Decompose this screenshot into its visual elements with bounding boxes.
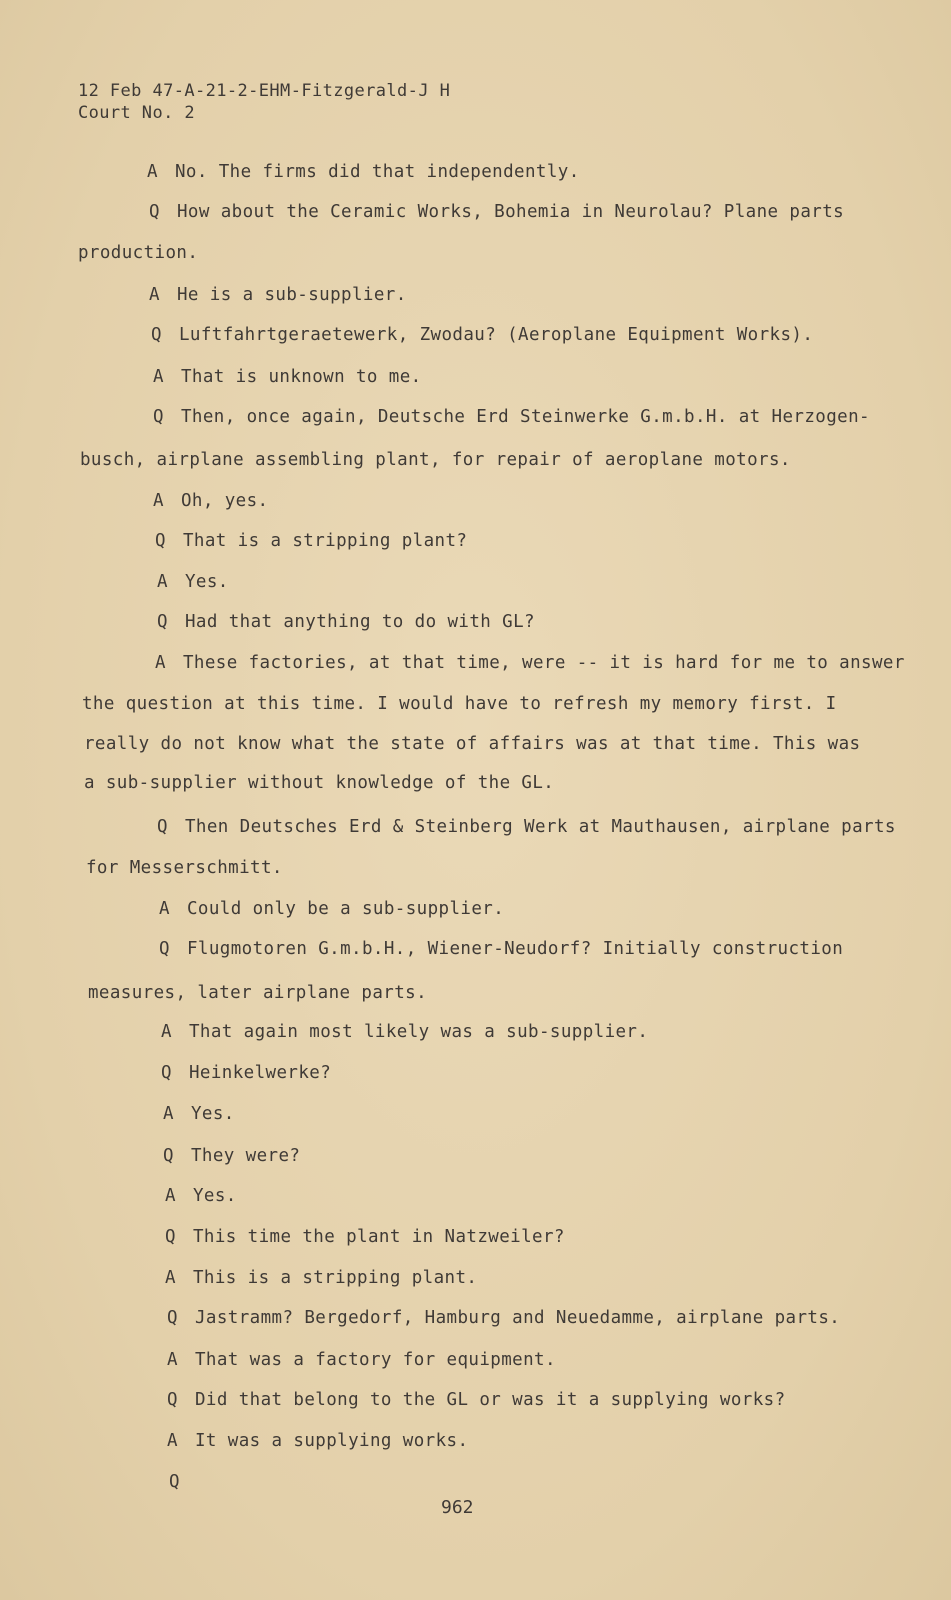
line-text: It was a supplying works. [195,1431,469,1451]
header-line-1: 12 Feb 47-A-21-2-EHM-Fitzgerald-J H [78,81,451,101]
transcript-line [167,1389,786,1411]
speaker-label: Q [163,1146,174,1166]
line-text: Yes. [185,572,229,592]
transcript-line [84,772,554,794]
line-text: Could only be a sub-supplier. [187,899,505,919]
speaker-label: A [149,285,160,305]
transcript-line [155,530,467,552]
speaker-label: A [153,367,164,387]
transcript-line [157,816,896,838]
line-text: Did that belong to the GL or was it a supplying works? [195,1390,786,1410]
line-text: Yes. [193,1186,237,1206]
transcript-line [84,733,860,755]
speaker-label: Q [167,1308,178,1328]
speaker-label: Q [151,325,162,345]
transcript-line [167,1349,556,1371]
transcript-line [161,1021,648,1043]
line-text: measures, later airplane parts. [88,983,428,1003]
transcript-line [82,693,837,715]
transcript-line [159,898,504,920]
transcript-line [157,571,229,593]
transcript-line [147,161,580,183]
speaker-label: Q [169,1472,180,1492]
speaker-label: A [167,1431,178,1451]
line-text: Then Deutsches Erd & Steinberg Werk at Mauthausen, airplane parts [185,817,896,837]
line-text: That is a stripping plant? [183,531,468,551]
speaker-label: Q [149,202,160,222]
speaker-label: A [153,491,164,511]
line-text: Jastramm? Bergedorf, Hamburg and Neuedamme, airplane parts. [195,1308,841,1328]
line-text: busch, airplane assembling plant, for repair of aeroplane motors. [80,450,791,470]
line-text: They were? [191,1146,301,1166]
speaker-label: A [167,1350,178,1370]
speaker-label: Q [159,939,170,959]
speaker-label: Q [153,407,164,427]
line-text: He is a sub-supplier. [177,285,407,305]
line-text: Yes. [191,1104,235,1124]
speaker-label: A [159,899,170,919]
line-text: This is a stripping plant. [193,1268,478,1288]
speaker-label: Q [155,531,166,551]
line-text: really do not know what the state of affairs was at that time. This was [84,734,861,754]
speaker-label: A [155,653,166,673]
line-text: Oh, yes. [181,491,269,511]
line-text: Luftfahrtgeraetewerk, Zwodau? (Aeroplane Equipment Works). [179,325,814,345]
speaker-label: Q [161,1063,172,1083]
transcript-line [88,982,427,1004]
transcript-line [151,324,813,346]
speaker-label: A [163,1104,174,1124]
line-text: for Messerschmitt. [86,858,283,878]
line-text: Heinkelwerke? [189,1063,332,1083]
speaker-label: A [165,1268,176,1288]
transcript-line [86,857,283,879]
header-line-2: Court No. 2 [78,103,195,123]
line-text: Flugmotoren G.m.b.H., Wiener-Neudorf? Initially construction [187,939,844,959]
speaker-label: A [161,1022,172,1042]
transcript-line [163,1103,235,1125]
transcript-line [165,1226,565,1248]
transcript-line [153,366,422,388]
line-text: That was a factory for equipment. [195,1350,556,1370]
line-text: a sub-supplier without knowledge of the GL. [84,773,555,793]
line-text: production. [78,243,199,263]
transcript-line [157,611,535,633]
transcript-line [159,938,843,960]
line-text: That is unknown to me. [181,367,422,387]
line-text: How about the Ceramic Works, Bohemia in Neurolau? Plane parts [177,202,845,222]
page-number: 962 [441,1497,474,1518]
transcript-line [153,490,269,512]
line-text: These factories, at that time, were -- it is hard for me to answer [183,653,905,673]
transcript-line [155,652,905,674]
speaker-label: Q [167,1390,178,1410]
transcript-line [165,1267,477,1289]
line-text: That again most likely was a sub-supplier. [189,1022,649,1042]
transcript-line [169,1471,197,1493]
transcript-line [149,201,844,223]
line-text: the question at this time. I would have to refresh my memory first. I [82,694,837,714]
transcript-line [163,1145,300,1167]
line-text: Had that anything to do with GL? [185,612,535,632]
speaker-label: Q [157,612,168,632]
transcript-line [80,449,791,471]
line-text: No. The firms did that independently. [175,162,580,182]
speaker-label: Q [157,817,168,837]
line-text: This time the plant in Natzweiler? [193,1227,565,1247]
transcript-line [149,284,407,306]
speaker-label: A [157,572,168,592]
transcript-line [167,1307,840,1329]
speaker-label: A [147,162,158,182]
speaker-label: A [165,1186,176,1206]
transcript-line [167,1430,468,1452]
transcript-line [165,1185,237,1207]
speaker-label: Q [165,1227,176,1247]
transcript-line [161,1062,331,1084]
transcript-line [153,406,870,428]
transcript-line [78,242,198,264]
line-text: Then, once again, Deutsche Erd Steinwerke G.m.b.H. at Herzogen- [181,407,870,427]
